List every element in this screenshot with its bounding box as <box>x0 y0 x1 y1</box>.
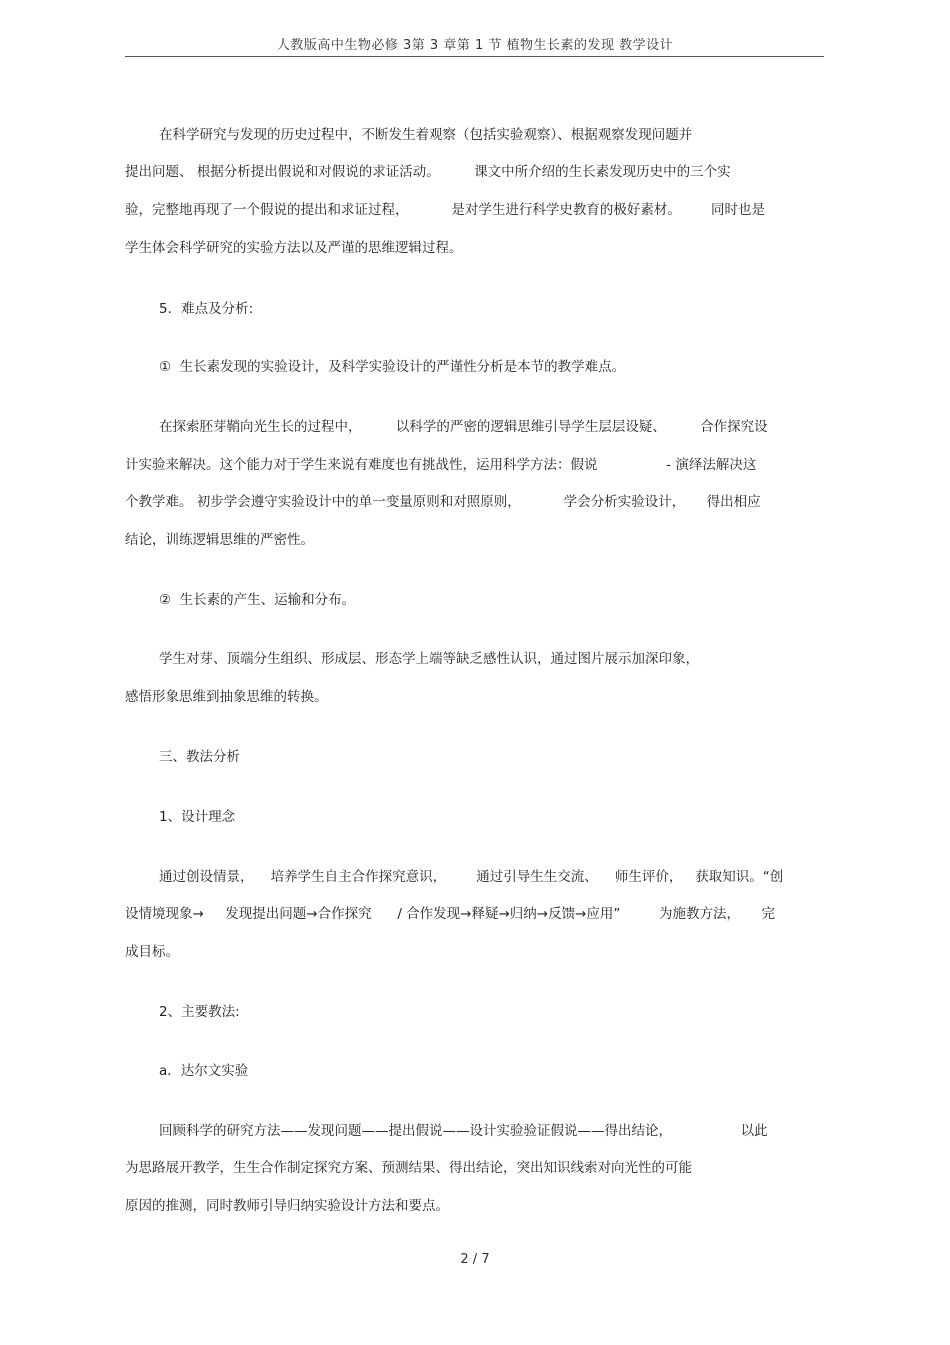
subsection-heading-design-concept: 1、设计理念 <box>159 809 236 825</box>
paragraph-line: 结论，训练逻辑思维的严密性。 <box>125 532 314 548</box>
paragraph-line: 在探索胚芽鞘向光生长的过程中， 以科学的严密的逻辑思维引导学生层层设疑、 合作探究设 <box>159 419 768 435</box>
paragraph-line: 为思路展开教学，生生合作制定探究方案、预测结果、得出结论，突出知识线索对向光性的可能 <box>125 1160 692 1176</box>
paragraph-line: 验，完整地再现了一个假说的提出和求证过程， 是对学生进行科学史教育的极好素材。 同时也是 <box>125 202 765 218</box>
header-divider <box>125 56 824 57</box>
paragraph-line: 学生体会科学研究的实验方法以及严谨的思维逻辑过程。 <box>125 240 463 256</box>
running-header: 人教版高中生物必修 3第 3 章第 1 节 植物生长素的发现 教学设计 <box>276 38 674 53</box>
paragraph-line: 个教学难。 初步学会遵守实验设计中的单一变量原则和对照原则， 学会分析实验设计， 得出相应 <box>125 494 761 510</box>
paragraph-line: 原因的推测，同时教师引导归纳实验设计方法和要点。 <box>125 1198 449 1214</box>
paragraph-line: 感悟形象思维到抽象思维的转换。 <box>125 689 328 705</box>
page-number: 2 / 7 <box>460 1252 490 1267</box>
section-heading-difficulty: 5．难点及分析: <box>159 301 254 317</box>
paragraph-line: 在科学研究与发现的历史过程中，不断发生着观察（包括实验观察）、根据观察发现问题并 <box>159 127 693 143</box>
paragraph-line: 回顾科学的研究方法——发现问题——提出假说——设计实验验证假说——得出结论， 以此 <box>159 1123 768 1139</box>
paragraph-line: 学生对芽、顶端分生组织、形成层、形态学上端等缺乏感性认识，通过图片展示加深印象， <box>159 651 699 667</box>
section-heading-teaching-method: 三、教法分析 <box>159 749 240 765</box>
paragraph-line: 成目标。 <box>125 944 179 960</box>
paragraph-line: 通过创设情景， 培养学生自主合作探究意识， 通过引导生生交流、 师生评价， 获取知识。“创 <box>159 869 784 885</box>
subsection-heading-darwin: a．达尔文实验 <box>159 1063 249 1079</box>
list-item: ② 生长素的产生、运输和分布。 <box>159 592 356 608</box>
subsection-heading-main-methods: 2、主要教法: <box>159 1004 240 1020</box>
list-item: ① 生长素发现的实验设计，及科学实验设计的严谨性分析是本节的教学难点。 <box>159 359 626 375</box>
paragraph-line: 设情境现象→ 发现提出问题→合作探究 / 合作发现→释疑→归纳→反馈→应用” 为施教方法， 完 <box>125 906 775 922</box>
paragraph-line: 提出问题、 根据分析提出假说和对假说的求证活动。 课文中所介绍的生长素发现历史中的三个实 <box>125 164 731 180</box>
paragraph-line: 计实验来解决。这个能力对于学生来说有难度也有挑战性，运用科学方法：假说 - 演绎法解决这 <box>125 457 757 473</box>
